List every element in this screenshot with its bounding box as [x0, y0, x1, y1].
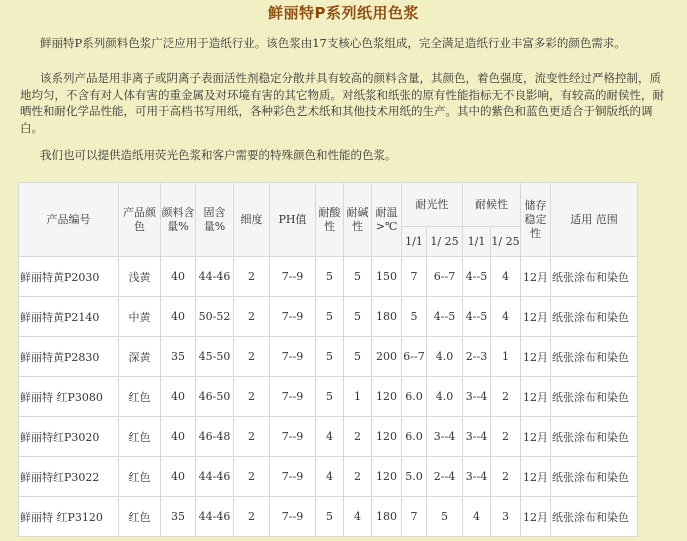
cell-weather-1-1: 4	[463, 497, 491, 537]
header-light-1-1: 1/1	[402, 227, 427, 257]
cell-storage-stability: 12月	[521, 337, 551, 377]
header-color: 产品颜色	[119, 183, 161, 257]
cell-storage-stability: 12月	[521, 297, 551, 337]
cell-acid-resistance: 5	[316, 377, 344, 417]
cell-pigment-content: 35	[161, 337, 196, 377]
cell-weather-1-1: 4--5	[463, 297, 491, 337]
cell-usage: 纸张涂布和染色	[551, 497, 638, 537]
cell-storage-stability: 12月	[521, 417, 551, 457]
cell-light-1-1: 7	[402, 497, 427, 537]
cell-color: 红色	[119, 497, 161, 537]
cell-alkali-resistance: 5	[344, 337, 372, 377]
table-row	[19, 377, 638, 417]
header-pigment-content: 颜料含量%	[161, 183, 196, 257]
cell-color: 深黄	[119, 337, 161, 377]
cell-light-1-25: 4--5	[427, 297, 463, 337]
cell-pigment-content: 40	[161, 257, 196, 297]
cell-weather-1-25: 2	[491, 457, 521, 497]
header-light-fastness: 耐光性	[402, 183, 463, 227]
cell-weather-1-25: 2	[491, 377, 521, 417]
cell-fineness: 2	[234, 417, 270, 457]
note-paragraph: 我们也可以提供造纸用荧光色浆和客户需要的特殊颜色和性能的色浆。	[40, 148, 397, 162]
header-acid-resistance: 耐酸性	[316, 183, 344, 257]
cell-alkali-resistance: 5	[344, 257, 372, 297]
cell-weather-1-1: 3--4	[463, 417, 491, 457]
cell-fineness: 2	[234, 377, 270, 417]
page-title: 鲜丽特P系列纸用色浆	[268, 4, 419, 22]
cell-storage-stability: 12月	[521, 457, 551, 497]
cell-alkali-resistance: 4	[344, 497, 372, 537]
cell-weather-1-25: 1	[491, 337, 521, 377]
header-alkali-resistance: 耐碱性	[344, 183, 372, 257]
cell-solids-content: 46-48	[196, 417, 234, 457]
cell-product-code: 鲜丽特红P3022	[19, 457, 119, 497]
cell-product-code: 鲜丽特黄P2140	[19, 297, 119, 337]
cell-weather-1-25: 4	[491, 257, 521, 297]
header-fineness: 细度	[234, 183, 270, 257]
cell-light-1-25: 6--7	[427, 257, 463, 297]
cell-fineness: 2	[234, 497, 270, 537]
cell-ph: 7--9	[270, 337, 316, 377]
product-table	[18, 182, 638, 537]
cell-fineness: 2	[234, 337, 270, 377]
header-temperature-resistance: 耐温>℃	[372, 183, 402, 257]
cell-color: 红色	[119, 457, 161, 497]
cell-storage-stability: 12月	[521, 257, 551, 297]
cell-pigment-content: 40	[161, 417, 196, 457]
cell-light-1-25: 5	[427, 497, 463, 537]
cell-acid-resistance: 4	[316, 457, 344, 497]
header-usage: 适用 范围	[551, 183, 638, 257]
cell-temperature-resistance: 180	[372, 297, 402, 337]
cell-light-1-25: 4.0	[427, 377, 463, 417]
cell-solids-content: 45-50	[196, 337, 234, 377]
cell-solids-content: 44-46	[196, 257, 234, 297]
cell-weather-1-1: 3--4	[463, 377, 491, 417]
cell-ph: 7--9	[270, 297, 316, 337]
cell-alkali-resistance: 2	[344, 417, 372, 457]
cell-product-code: 鲜丽特黄P2030	[19, 257, 119, 297]
cell-light-1-25: 4.0	[427, 337, 463, 377]
cell-temperature-resistance: 120	[372, 377, 402, 417]
cell-weather-1-25: 3	[491, 497, 521, 537]
table-row	[19, 257, 638, 297]
header-light-1-25: 1/ 25	[427, 227, 463, 257]
cell-weather-1-25: 4	[491, 297, 521, 337]
header-ph: PH值	[270, 183, 316, 257]
cell-temperature-resistance: 120	[372, 417, 402, 457]
table-row	[19, 497, 638, 537]
cell-light-1-1: 7	[402, 257, 427, 297]
cell-light-1-1: 6--7	[402, 337, 427, 377]
cell-light-1-25: 2--4	[427, 457, 463, 497]
cell-fineness: 2	[234, 457, 270, 497]
description-paragraph: 该系列产品是用非离子或阴离子表面活性剂稳定分散并具有较高的颜料含量，其颜色，着色强度，流变性经过严格控制，质地均匀，不含有对人体有害的重金属及对环境有害的其它物质。对纸浆和纸张的原有性能指标无不良影响，有较高的耐侯性，耐晒性和耐化学品性能，可用于高档书写用纸，各种彩色艺术纸和其他技术用纸的生产。其中的紫色和蓝色更适合于铜版纸的调白。	[20, 71, 664, 135]
cell-ph: 7--9	[270, 377, 316, 417]
cell-acid-resistance: 5	[316, 297, 344, 337]
table-row	[19, 297, 638, 337]
cell-product-code: 鲜丽特黄P2830	[19, 337, 119, 377]
table-row	[19, 417, 638, 457]
header-weather-fastness: 耐候性	[463, 183, 521, 227]
header-solids-content: 固含量%	[196, 183, 234, 257]
cell-temperature-resistance: 180	[372, 497, 402, 537]
cell-solids-content: 46-50	[196, 377, 234, 417]
cell-temperature-resistance: 120	[372, 457, 402, 497]
cell-acid-resistance: 5	[316, 257, 344, 297]
header-storage-stability: 储存稳定性	[521, 183, 551, 257]
cell-usage: 纸张涂布和染色	[551, 417, 638, 457]
header-product-code: 产品编号	[19, 183, 119, 257]
cell-solids-content: 50-52	[196, 297, 234, 337]
cell-light-1-1: 5	[402, 297, 427, 337]
cell-acid-resistance: 5	[316, 337, 344, 377]
cell-storage-stability: 12月	[521, 497, 551, 537]
cell-usage: 纸张涂布和染色	[551, 257, 638, 297]
cell-storage-stability: 12月	[521, 377, 551, 417]
cell-usage: 纸张涂布和染色	[551, 297, 638, 337]
cell-color: 浅黄	[119, 257, 161, 297]
header-weather-1-1: 1/1	[463, 227, 491, 257]
cell-alkali-resistance: 2	[344, 457, 372, 497]
cell-fineness: 2	[234, 257, 270, 297]
cell-weather-1-25: 2	[491, 417, 521, 457]
cell-ph: 7--9	[270, 457, 316, 497]
cell-light-1-25: 3--4	[427, 417, 463, 457]
cell-temperature-resistance: 200	[372, 337, 402, 377]
cell-acid-resistance: 5	[316, 497, 344, 537]
cell-product-code: 鲜丽特 红P3120	[19, 497, 119, 537]
cell-usage: 纸张涂布和染色	[551, 377, 638, 417]
cell-weather-1-1: 4--5	[463, 257, 491, 297]
intro-paragraph: 鲜丽特P系列颜料色浆广泛应用于造纸行业。该色浆由17支核心色浆组成，完全满足造纸行业丰富多彩的颜色需求。	[40, 36, 626, 50]
cell-light-1-1: 6.0	[402, 417, 427, 457]
cell-acid-resistance: 4	[316, 417, 344, 457]
cell-color: 红色	[119, 417, 161, 457]
cell-usage: 纸张涂布和染色	[551, 337, 638, 377]
cell-solids-content: 44-46	[196, 497, 234, 537]
cell-light-1-1: 5.0	[402, 457, 427, 497]
cell-temperature-resistance: 150	[372, 257, 402, 297]
table-row	[19, 457, 638, 497]
table-row	[19, 337, 638, 377]
cell-ph: 7--9	[270, 417, 316, 457]
cell-color: 红色	[119, 377, 161, 417]
cell-ph: 7--9	[270, 497, 316, 537]
cell-fineness: 2	[234, 297, 270, 337]
cell-product-code: 鲜丽特红P3020	[19, 417, 119, 457]
cell-solids-content: 44-46	[196, 457, 234, 497]
cell-weather-1-1: 2--3	[463, 337, 491, 377]
cell-pigment-content: 35	[161, 497, 196, 537]
cell-pigment-content: 40	[161, 297, 196, 337]
cell-product-code: 鲜丽特 红P3080	[19, 377, 119, 417]
cell-ph: 7--9	[270, 257, 316, 297]
cell-weather-1-1: 3--4	[463, 457, 491, 497]
cell-alkali-resistance: 5	[344, 297, 372, 337]
cell-color: 中黄	[119, 297, 161, 337]
cell-pigment-content: 40	[161, 377, 196, 417]
cell-light-1-1: 6.0	[402, 377, 427, 417]
cell-alkali-resistance: 1	[344, 377, 372, 417]
cell-usage: 纸张涂布和染色	[551, 457, 638, 497]
cell-pigment-content: 40	[161, 457, 196, 497]
header-weather-1-25: 1/ 25	[491, 227, 521, 257]
